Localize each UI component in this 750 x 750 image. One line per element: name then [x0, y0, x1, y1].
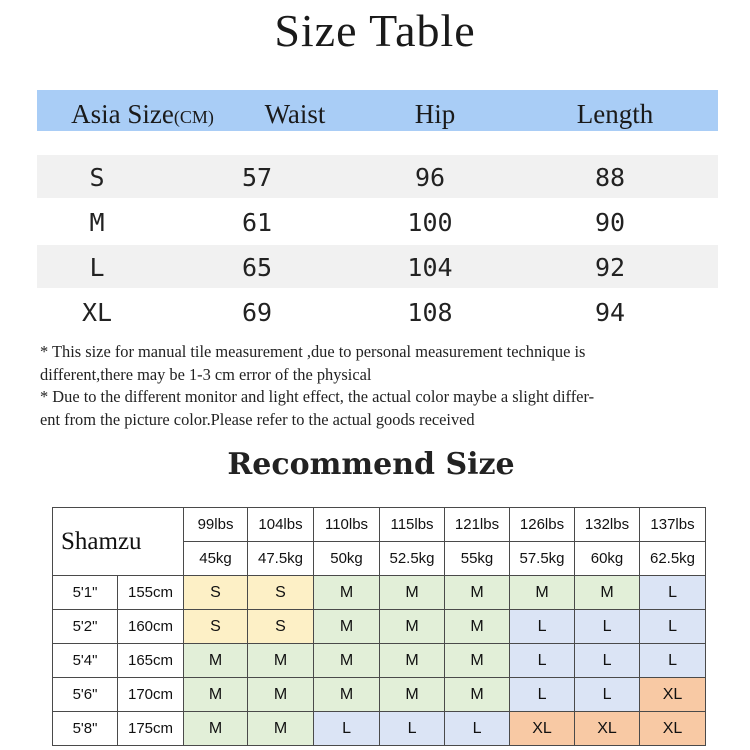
recommend-size-cell: M	[314, 576, 380, 610]
height-cm-cell: 170cm	[118, 678, 184, 712]
recommend-size-cell: M	[380, 678, 445, 712]
recommend-size-cell: M	[445, 644, 510, 678]
weight-kg-cell: 50kg	[314, 542, 380, 576]
recommend-size-cell: M	[380, 644, 445, 678]
recommend-size-cell: M	[184, 644, 248, 678]
recommend-size-cell: L	[640, 576, 706, 610]
recommend-size-cell: XL	[640, 678, 706, 712]
waist-cell: 65	[241, 253, 273, 282]
recommend-size-cell: XL	[510, 712, 575, 746]
height-cm-cell: 175cm	[118, 712, 184, 746]
weight-lbs-cell: 104lbs	[248, 508, 314, 542]
size-cell: S	[89, 163, 105, 192]
recommend-size-cell: M	[248, 644, 314, 678]
hip-cell: 100	[407, 208, 453, 237]
recommend-size-cell: M	[184, 712, 248, 746]
recommend-size-cell: M	[248, 712, 314, 746]
recommend-size-cell: M	[380, 576, 445, 610]
note-line: different,there may be 1-3 cm error of the physical	[40, 364, 372, 384]
measurement-notes	[40, 341, 720, 431]
header-hip: Hip	[414, 99, 456, 129]
recommend-size-cell: M	[248, 678, 314, 712]
height-ft-cell: 5'8"	[53, 712, 118, 746]
recommend-size-cell: M	[445, 576, 510, 610]
length-cell: 94	[594, 298, 626, 327]
recommend-size-cell: XL	[575, 712, 640, 746]
recommend-size-cell: M	[314, 610, 380, 644]
hip-cell: 104	[407, 253, 453, 282]
waist-cell: 57	[241, 163, 273, 192]
recommend-size-cell: M	[445, 610, 510, 644]
height-cm-cell: 165cm	[118, 644, 184, 678]
recommend-size-cell: M	[510, 576, 575, 610]
header-waist: Waist	[264, 99, 326, 129]
size-cell: XL	[81, 298, 113, 327]
recommend-size-cell: S	[184, 576, 248, 610]
recommend-size-cell: L	[640, 610, 706, 644]
hip-cell: 96	[414, 163, 446, 192]
recommend-size-cell: M	[445, 678, 510, 712]
height-row	[53, 712, 706, 746]
weight-lbs-cell: 115lbs	[380, 508, 445, 542]
weight-lbs-cell: 126lbs	[510, 508, 575, 542]
recommend-size-cell: L	[380, 712, 445, 746]
recommend-size-cell: M	[314, 678, 380, 712]
header-unit-label: (CM)	[173, 107, 214, 127]
note-line: * This size for manual tile measurement ,due to personal measurement technique is	[40, 342, 586, 361]
height-ft-cell: 5'2"	[53, 610, 118, 644]
recommend-size-cell: L	[445, 712, 510, 746]
size-cell: L	[89, 253, 105, 282]
hip-cell: 108	[407, 298, 453, 327]
recommend-size-cell: S	[248, 576, 314, 610]
recommend-size-cell: L	[314, 712, 380, 746]
note-line: * Due to the different monitor and light effect, the actual color maybe a slight differ-	[40, 387, 595, 406]
weight-kg-cell: 52.5kg	[380, 542, 445, 576]
recommend-size-cell: M	[184, 678, 248, 712]
header-asia-size	[55, 90, 230, 138]
recommend-size-cell: M	[575, 576, 640, 610]
recommend-size-cell: L	[575, 678, 640, 712]
recommend-size-cell: M	[314, 644, 380, 678]
waist-cell: 69	[241, 298, 273, 327]
height-ft-cell: 5'4"	[53, 644, 118, 678]
weight-kg-cell: 47.5kg	[248, 542, 314, 576]
recommend-size-cell: M	[380, 610, 445, 644]
height-ft-cell: 5'6"	[53, 678, 118, 712]
brand-name: Shamzu	[53, 508, 184, 576]
note-line: ent from the picture color.Please refer to the actual goods received	[40, 409, 475, 429]
recommend-size-cell: L	[510, 610, 575, 644]
size-cell: M	[89, 208, 105, 237]
height-row	[53, 644, 706, 678]
weight-kg-cell: 57.5kg	[510, 542, 575, 576]
recommend-size-cell: L	[575, 644, 640, 678]
weight-kg-cell: 55kg	[445, 542, 510, 576]
length-cell: 90	[594, 208, 626, 237]
page-title: Size Table	[274, 5, 476, 56]
weight-lbs-cell: 110lbs	[314, 508, 380, 542]
recommend-size-cell: L	[640, 644, 706, 678]
waist-cell: 61	[241, 208, 273, 237]
recommend-size-cell: XL	[640, 712, 706, 746]
recommend-size-cell: L	[510, 678, 575, 712]
weight-kg-cell: 45kg	[184, 542, 248, 576]
length-cell: 88	[594, 163, 626, 192]
height-ft-cell: 5'1"	[53, 576, 118, 610]
weight-kg-cell: 60kg	[575, 542, 640, 576]
height-cm-cell: 155cm	[118, 576, 184, 610]
header-asia-size-label: Asia Size	[71, 99, 174, 129]
height-row	[53, 678, 706, 712]
recommend-size-cell: S	[184, 610, 248, 644]
height-row	[53, 576, 706, 610]
weight-lbs-cell: 99lbs	[184, 508, 248, 542]
weight-lbs-cell: 137lbs	[640, 508, 706, 542]
recommend-size-cell: S	[248, 610, 314, 644]
recommend-size-cell: L	[575, 610, 640, 644]
length-cell: 92	[594, 253, 626, 282]
weight-lbs-cell: 132lbs	[575, 508, 640, 542]
height-cm-cell: 160cm	[118, 610, 184, 644]
recommend-table	[52, 507, 706, 746]
header-length: Length	[576, 99, 654, 129]
recommend-size-cell: L	[510, 644, 575, 678]
weight-kg-cell: 62.5kg	[640, 542, 706, 576]
weight-lbs-row	[53, 508, 706, 542]
recommend-title: Recommend Size	[227, 447, 515, 482]
height-row	[53, 610, 706, 644]
weight-lbs-cell: 121lbs	[445, 508, 510, 542]
